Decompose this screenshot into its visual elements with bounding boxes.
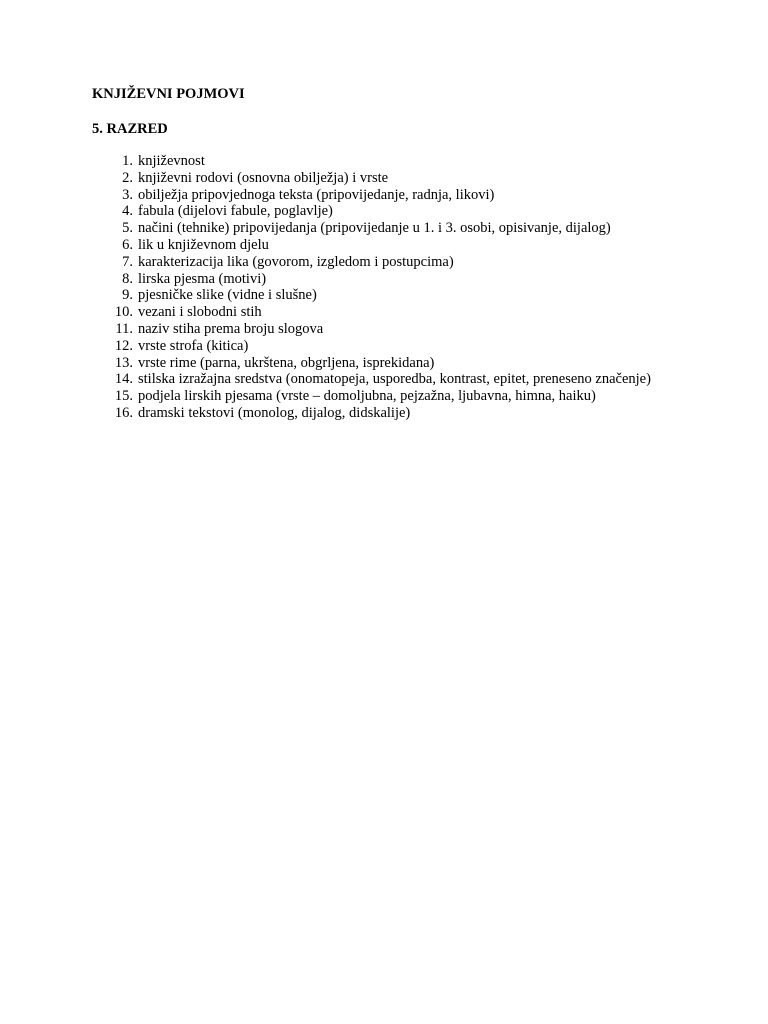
item-number: 5. <box>122 220 133 237</box>
list-item <box>92 321 692 338</box>
item-number: 15. <box>114 388 133 405</box>
list-item <box>92 170 692 187</box>
list-item <box>92 237 692 254</box>
list-item <box>92 254 692 271</box>
item-text: lik u književnom djelu <box>138 236 269 253</box>
item-text: obilježja pripovjednoga teksta (pripovijedanje, radnja, likovi) <box>138 186 495 203</box>
item-number: 9. <box>122 287 133 304</box>
item-number: 10. <box>114 304 133 321</box>
list-item <box>92 203 692 220</box>
list-item <box>92 304 692 321</box>
item-text: dramski tekstovi (monolog, dijalog, didskalije) <box>138 404 411 421</box>
list-item <box>92 287 692 304</box>
item-number: 8. <box>122 270 133 287</box>
section-heading: 5. RAZRED <box>92 121 168 137</box>
list-item <box>92 187 692 204</box>
list-item <box>92 388 692 405</box>
item-text: stilska izražajna sredstva (onomatopeja, usporedba, kontrast, epitet, preneseno značenje) <box>138 371 651 388</box>
item-text: vrste rime (parna, ukrštena, obgrljena, isprekidana) <box>138 354 435 371</box>
list-item <box>92 405 692 422</box>
item-number: 14. <box>114 371 133 388</box>
list-item <box>92 338 692 355</box>
item-text: karakterizacija lika (govorom, izgledom i postupcima) <box>138 253 454 270</box>
item-number: 12. <box>114 337 133 354</box>
item-number: 16. <box>114 404 133 421</box>
item-text: vrste strofa (kitica) <box>138 337 249 354</box>
item-number: 6. <box>122 236 133 253</box>
item-text: načini (tehnike) pripovijedanja (pripovijedanje u 1. i 3. osobi, opisivanje, dijalog) <box>138 220 611 237</box>
item-number: 3. <box>122 186 133 203</box>
item-number: 13. <box>114 354 133 371</box>
page-title: KNJIŽEVNI POJMOVI <box>92 86 245 102</box>
item-text: lirska pjesma (motivi) <box>138 270 267 287</box>
list-item <box>92 153 692 170</box>
item-number: 7. <box>122 253 133 270</box>
item-text: književni rodovi (osnovna obilježja) i vrste <box>138 169 389 186</box>
item-text: vezani i slobodni stih <box>138 304 262 321</box>
item-number: 1. <box>122 153 133 169</box>
item-text: naziv stiha prema broju slogova <box>138 320 324 337</box>
item-number: 11. <box>115 320 133 337</box>
item-text: književnost <box>138 153 205 169</box>
list-item <box>92 371 692 388</box>
item-text: podjela lirskih pjesama (vrste – domoljubna, pejzažna, ljubavna, himna, haiku) <box>138 388 596 405</box>
terms-list <box>92 153 692 422</box>
list-item <box>92 220 692 237</box>
list-item <box>92 355 692 372</box>
item-number: 4. <box>122 203 133 220</box>
item-text: pjesničke slike (vidne i slušne) <box>138 287 317 304</box>
item-number: 2. <box>122 169 133 186</box>
list-item <box>92 271 692 288</box>
item-text: fabula (dijelovi fabule, poglavlje) <box>138 203 333 220</box>
